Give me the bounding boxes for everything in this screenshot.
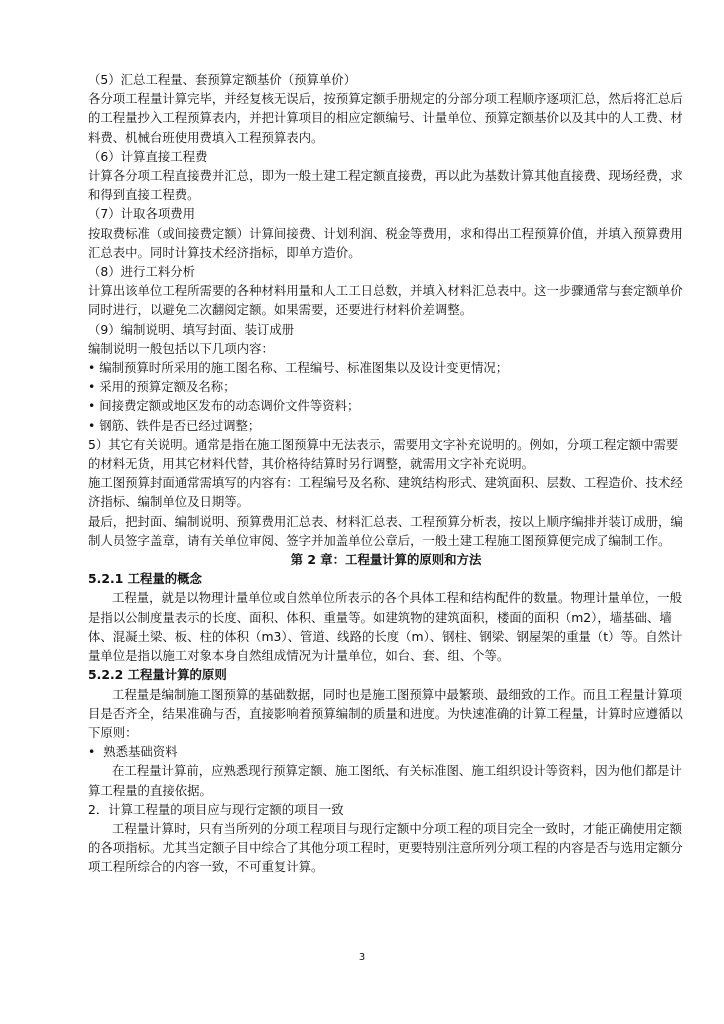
list-item: • 钢筋、铁件是否已经过调整； (88, 416, 684, 435)
item-8-body: 计算出该单位工程所需要的各种材料用量和人工工日总数，并填入材料汇总表中。这一步骤通常与套定额单价同时进行，以避免二次翻阅定额。如果需要，还要进行材料价差调整。 (88, 283, 683, 318)
item-6-body: 计算各分项工程直接费并汇总，即为一般土建工程定额直接费，再以此为基数计算其他直接费、现场经费，求和得到直接工程费。 (88, 168, 683, 203)
section-heading-5-2-2: 5.2.2 工程量计算的原则 (88, 667, 227, 683)
item-8-heading: （8）进行工料分析 (88, 264, 196, 280)
item-5-heading: （5）汇总工程量、套预算定额基价（预算单价） (88, 72, 357, 87)
item-6-heading: （6）计算直接工程费 (88, 148, 208, 164)
section-heading-5-2-1: 5.2.1 工程量的概念 (88, 571, 202, 587)
item-7-heading: （7）计取各项费用 (88, 206, 196, 222)
cover-content-paragraph: 施工图预算封面通常需填写的内容有：工程编号及名称、建筑结构形式、建筑面积、层数、工程造价、技术经济指标、编制单位及日期等。 (88, 475, 683, 510)
item-7-body: 按取费标准（或间接费定额）计算间接费、计划利润、税金等费用，求和得出工程预算价值，并填入预算费用汇总表中。同时计算技术经济指标，即单方造价。 (88, 225, 683, 260)
principles-intro-paragraph: 工程量是编制施工图预算的基础数据，同时也是施工图预算中最繁琐、最细致的工作。而且工程量计算项目是否齐全，结果准确与否，直接影响着预算编制的质量和进度。为快速准确的计算工程量，计算时应遵循以下原则： (88, 686, 683, 740)
item-9-body: 编制说明一般包括以下几项内容： (88, 340, 274, 356)
principle-bullet: • 熟悉基础资料 (88, 742, 684, 761)
final-binding-paragraph: 最后，把封面、编制说明、预算费用汇总表、材料汇总表、工程预算分析表，按以上顺序编排并装订成册，编制人员签字盖章，请有关单位审阅、签字并加盖单位公章后，一般土建工程施工图预算便完成了编制工作。 (88, 513, 683, 548)
principle-1-paragraph: 在工程量计算前，应熟悉现行预算定额、施工图纸、有关标准图、施工组织设计等资料，因为他们都是计算工程量的直接依据。 (88, 763, 682, 798)
list-item: • 采用的预算定额及名称； (88, 377, 684, 396)
principle-2-heading: 2．计算工程量的项目应与现行定额的项目一致 (88, 801, 344, 817)
other-notes-paragraph: 5）其它有关说明。通常是指在施工图预算中无法表示，需要用文字补充说明的。例如，分项工程定额中需要的材料无货，用其它材料代替，其价格待结算时另行调整，就需用文字补充说明。 (88, 436, 679, 472)
page-number: 3 (358, 952, 366, 963)
list-item: • 编制预算时所采用的施工图名称、工程编号、标准图集以及设计变更情况； (88, 358, 684, 377)
item-9-heading: （9）编制说明、填写封面、装订成册 (88, 321, 295, 337)
document-page (88, 70, 684, 877)
item-5-body: 各分项工程量计算完毕，并经复核无误后，按预算定额手册规定的分部分项工程顺序逐项汇总，然后将汇总后的工程量抄入工程预算表内，并把计算项目的相应定额编号、计量单位、预算定额基价以及其中的人工费、材料费、机械台班使用费填入工程预算表内。 (88, 91, 683, 145)
list-item: • 间接费定额或地区发布的动态调价文件等资料； (88, 396, 684, 415)
quantity-concept-paragraph: 工程量，就是以物理计量单位或自然单位所表示的各个具体工程和结构配件的数量。物理计量单位，一般是指以公制度量表示的长度、面积、体积、重量等。如建筑物的建筑面积，楼面的面积（m2），墙基础、墙体、混凝土梁、板、柱的体积（m3）、管道、线路的长度（m）、钢柱、钢梁、钢屋架的重量（t）等。自然计量单位是指以施工对象本身自然组成情况为计量单位，如台、套、组、个等。 (88, 590, 683, 664)
chapter-title: 第 2 章：工程量计算的原则和方法 (290, 552, 482, 568)
principle-2-paragraph: 工程量计算时，只有当所列的分项工程项目与现行定额中分项工程的项目完全一致时，才能正确使用定额的各项指标。尤其当定额子目中综合了其他分项工程时，更要特别注意所列分项工程的内容是否与选用定额分项工程所综合的内容一致，不可重复计算。 (88, 820, 683, 875)
